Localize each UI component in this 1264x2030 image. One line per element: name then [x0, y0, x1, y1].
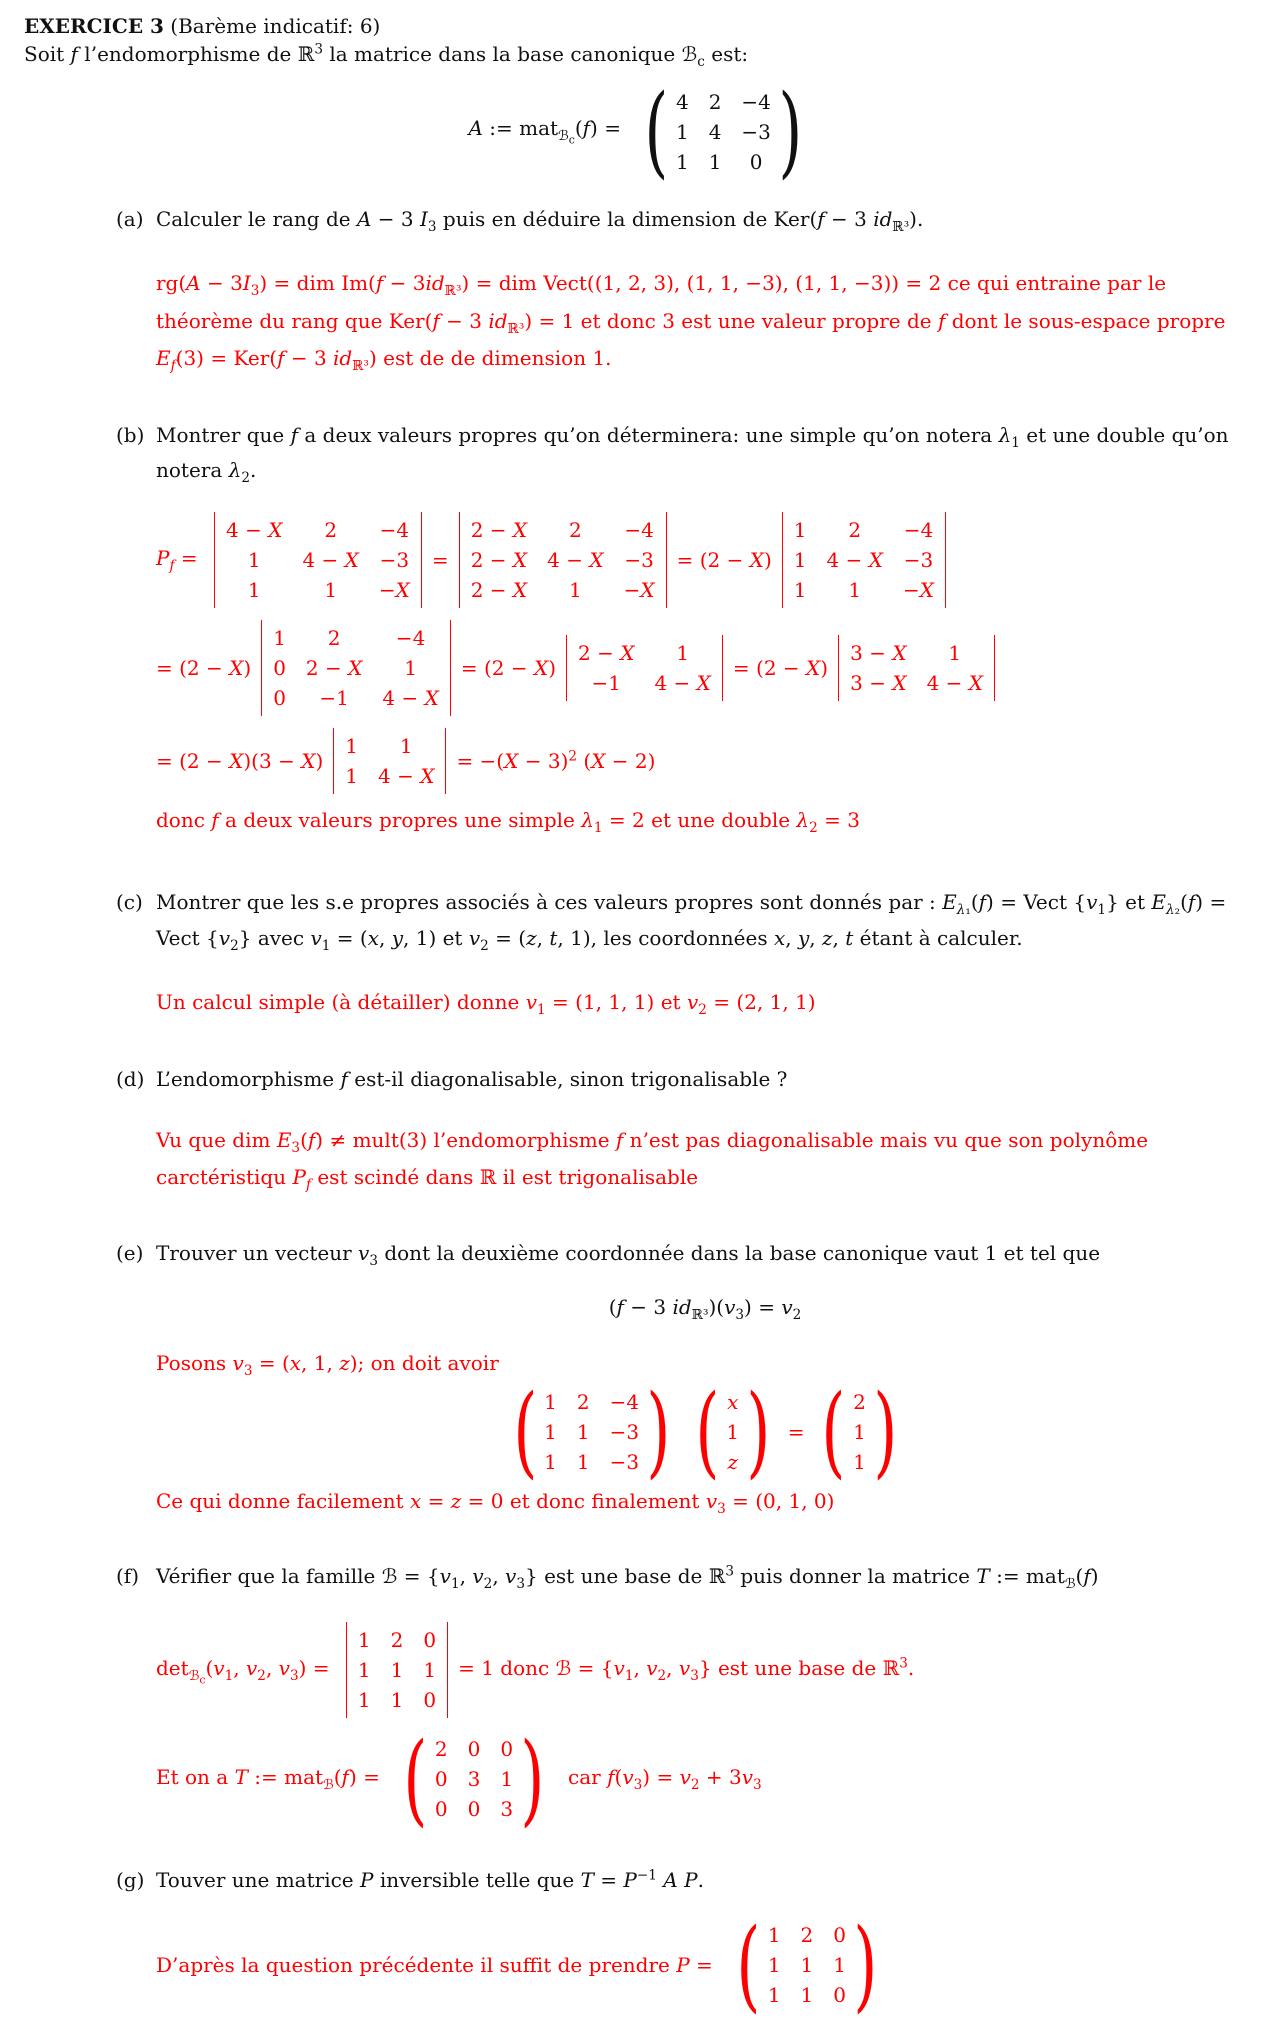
matrix-cell: −4 [379, 518, 410, 543]
matrix-cell: −X [902, 578, 934, 603]
matrix-cell: −3 [903, 548, 934, 573]
matrix-cell: 2 − X [470, 518, 528, 543]
question-list [116, 203, 1254, 2023]
matrix-cell: 1 [390, 1658, 404, 1683]
matrix-cell: −3 [741, 119, 771, 144]
matrix-cell: 0 [467, 1797, 481, 1822]
matrix-cell: −4 [741, 89, 771, 114]
item-c-statement: Montrer que les s.e propres associés à ces valeurs propres sont donnés par : $E_{\lambda_1}(f)$ = Vect $\{v_1\}$ et $E_{\lambda_2}(f)$ = Vect $\{v_2\}$ avec $v_1 = (x$, y, 1) et $v_2 = (z$, t, 1), les coordonnées x, y, z, t étant à calculer. [156, 889, 1227, 954]
matrix-cell: 1 [544, 1389, 557, 1414]
pf-derivation-line-3 [156, 728, 1254, 794]
determinant [782, 512, 946, 608]
item-e-statement: Trouver un vecteur $v_3$ dont la deuxième coordonnée dans la base canonique vaut 1 et tel que [156, 1241, 1101, 1270]
item-d-label: (d) [116, 1066, 145, 1091]
item-f [116, 1560, 1254, 1837]
matrix-cell: 0 [434, 1767, 448, 1792]
matrix-cell: 1 [345, 764, 358, 789]
equation-text: = [431, 548, 449, 573]
matrix-grid [782, 512, 946, 608]
matrix-cell: 2 [569, 518, 582, 543]
pf-derivation-line-2 [156, 620, 1254, 716]
matrix-cell: 0 [467, 1737, 481, 1762]
matrix-cell: 1 [324, 578, 338, 603]
matrix-cell: 4 − X [226, 518, 283, 543]
matrix-cell: −X [623, 578, 655, 603]
matrix-cell: 4 − X [302, 548, 359, 573]
matrix-grid [333, 728, 446, 794]
item-a [116, 203, 1254, 379]
matrix-cell: 1 [767, 1983, 781, 2008]
determinant [333, 728, 446, 794]
equation-text: = (2 − X) [156, 656, 252, 681]
matrix-cell: 1 [800, 1983, 814, 2008]
intro-sentence: Soit f l’endomorphisme de ℝ$^3$ la matrice dans la base canonique ℬ$_c$ est: [24, 41, 749, 70]
item-g-label: (g) [116, 1868, 145, 1893]
matrix-cell: 1 [675, 149, 689, 174]
matrix-cell: −3 [379, 548, 410, 573]
matrix-cell: 1 [576, 1449, 590, 1474]
matrix-cell: 1 [948, 641, 962, 666]
matrix [637, 74, 809, 190]
matrix-cell: 2 [324, 518, 338, 543]
matrix-cell: 0 [434, 1797, 448, 1822]
matrix-cell: −1 [591, 671, 621, 696]
matrix-cell: 1 [853, 1449, 866, 1474]
item-c-answer: Un calcul simple (à détailler) donne $v_1 = (1$, 1, 1) et $v_2 = (2$, 1, 1) [156, 990, 816, 1019]
matrix-grid [768, 1920, 846, 2010]
matrix-cell: 1 [833, 1953, 847, 1978]
matrix-cell: 1 [247, 548, 261, 573]
item-f-determinant-line [156, 1622, 1254, 1718]
equation-text: D’après la question précédente il suffit de prendre P = [156, 1953, 720, 1978]
left-paren: ( [512, 1374, 537, 1490]
item-b-label: (b) [116, 422, 145, 447]
equation-text: = (2 − X) [732, 656, 829, 681]
matrix-cell: 2 − X [305, 656, 363, 681]
matrix-cell: 2 [390, 1628, 404, 1653]
matrix-cell: −4 [903, 518, 934, 543]
item-d [116, 1063, 1254, 1198]
item-f-body [156, 1560, 1254, 1837]
equation-text: = $-(X - 3)^2$ (X − 2) [456, 748, 656, 774]
matrix-cell: 2 − X [578, 641, 635, 666]
matrix-cell: 2 − X [470, 548, 528, 573]
matrix-cell: 1 [848, 578, 862, 603]
matrix-cell: 0 [833, 1923, 847, 1948]
item-c-label: (c) [116, 889, 143, 914]
matrix-cell: 0 [423, 1688, 437, 1713]
matrix-cell: 1 [767, 1923, 781, 1948]
equation-text: $\det_{ℬ_c}(v_1$, $v_2$, $v_3$) = [156, 1655, 336, 1687]
item-e [116, 1237, 1254, 1520]
matrix-cell: 1 [853, 1419, 866, 1444]
matrix-cell: 4 − X [926, 671, 984, 696]
matrix-grid [676, 87, 771, 177]
matrix-cell: 1 [390, 1688, 404, 1713]
determinant [459, 512, 667, 608]
determinant [566, 635, 723, 701]
matrix-cell: 3 [500, 1797, 514, 1822]
determinant [214, 512, 422, 608]
item-a-answer: $rg(A - 3I_3)$ = dim $Im(f - 3id_{ℝ^3})$ = dim Vect((1, 2, 3), (1, 1, −3), (1, 1, −3)) = 2 ce qui entraine par le théorème du rang que Ker(f − 3 $id_{ℝ^3}) = 1$ et donc 3 est une valeur propre de f dont le sous-espace propre $E_f(3) = Ker(f - 3$ $id_{ℝ^3}$) est de de dimension 1. [156, 271, 1226, 375]
matrix-cell: 1 [247, 578, 261, 603]
left-paren: ( [403, 1721, 428, 1837]
right-paren: ) [778, 74, 803, 190]
right-paren: ) [520, 1721, 545, 1837]
matrix-cell: 4 − X [826, 548, 883, 573]
matrix-cell: 0 [500, 1737, 514, 1762]
pf-derivation-line-1 [156, 512, 1254, 608]
matrix-cell: 2 [800, 1923, 814, 1948]
exercise-title [24, 12, 1254, 40]
matrix-cell: 0 [273, 686, 286, 711]
matrix-cell: 1 [423, 1658, 437, 1683]
exercise-title-suffix: (Barème indicatif: 6) [163, 14, 381, 38]
matrix [506, 1374, 678, 1490]
item-g [116, 1864, 1254, 2023]
item-e-display-equation: (f − 3 $id_{ℝ^3})(v_3) = v_2$ [608, 1295, 802, 1324]
determinant [838, 635, 995, 701]
matrix-cell: −X [378, 578, 410, 603]
matrix-cell: −4 [609, 1389, 640, 1414]
determinant [261, 620, 451, 716]
matrix-cell: 1 [273, 626, 286, 651]
equation-text: car $f(v_3) = v_2 + 3v_3$ [561, 1765, 762, 1794]
item-g-statement: Touver une matrice P inversible telle que $T = P^{-1}$ A P. [156, 1867, 704, 1893]
item-c-body [156, 886, 1254, 1023]
matrix-cell: 1 [569, 578, 582, 603]
right-paren: ) [873, 1374, 898, 1490]
matrix-cell: 1 [793, 518, 807, 543]
item-a-statement: Calculer le rang de A − 3 $I_3$ puis en déduire la dimension de Ker(f − 3 $id_{ℝ^3}$). [156, 206, 924, 235]
exercise-title-label: EXERCICE 3 [24, 14, 164, 38]
matrix-grid [544, 1387, 639, 1477]
matrix-grid [726, 1387, 739, 1477]
matrix-cell: 2 [434, 1737, 448, 1762]
item-e-answer-end: Ce qui donne facilement x = z = 0 et donc finalement $v_3 = (0$, 1, 0) [156, 1488, 835, 1517]
matrix-cell: −1 [319, 686, 349, 711]
matrix-cell: 0 [749, 149, 763, 174]
item-e-body [156, 1237, 1254, 1520]
item-a-label: (a) [116, 206, 144, 231]
item-d-body [156, 1063, 1254, 1198]
matrix-cell: 2 [848, 518, 862, 543]
left-paren: ( [695, 1374, 720, 1490]
matrix-cell: 2 [327, 626, 341, 651]
item-f-statement: Vérifier que la famille ℬ = {$v_1$, $v_2$, $v_3$} est une base de ℝ$^3$ puis donner la matrice T := mat$_ℬ$(f) [156, 1563, 1099, 1593]
matrix-grid [566, 635, 723, 701]
equation-text: = (2 − X) [460, 656, 557, 681]
matrix-cell: 1 [675, 119, 689, 144]
matrix-cell: 1 [500, 1767, 514, 1792]
equation-text: Et on a T := mat$_ℬ$(f) = [156, 1765, 387, 1794]
matrix-cell: x [727, 1389, 739, 1414]
matrix-cell: 1 [676, 641, 690, 666]
matrix-cell: 2 [576, 1389, 590, 1414]
equation-text: = [787, 1419, 805, 1444]
matrix-cell: 1 [544, 1449, 557, 1474]
matrix-grid [459, 512, 667, 608]
matrix-cell: −3 [624, 548, 654, 573]
matrix-cell: 1 [357, 1628, 371, 1653]
matrix-cell: 3 − X [850, 641, 907, 666]
equation-text: = 1 donc ℬ = {$v_1$, $v_2$, $v_3$} est une base de ℝ$^3$. [458, 1655, 915, 1685]
left-paren: ( [736, 1907, 761, 2023]
right-paren: ) [853, 1907, 878, 2023]
matrix-cell: 0 [423, 1628, 437, 1653]
matrix-grid [853, 1387, 866, 1477]
matrix-cell: 1 [767, 1953, 781, 1978]
item-d-answer: Vu que dim $E_3(f)$ ≠ mult(3) l’endomorphisme f n’est pas diagonalisable mais vu que son polynôme carctéristiqu $P_f$ est scindé dans ℝ il est trigonalisable [156, 1127, 1149, 1194]
matrix-cell: 2 [708, 89, 722, 114]
matrix-cell: z [727, 1449, 738, 1474]
matrix-grid [214, 512, 422, 608]
item-c [116, 886, 1254, 1023]
item-b-body [156, 419, 1254, 840]
matrix-cell: 1 [576, 1419, 590, 1444]
matrix-cell: −3 [609, 1419, 640, 1444]
matrix-cell: 3 − X [850, 671, 907, 696]
item-g-answer-line [156, 1907, 1254, 2023]
left-paren: ( [644, 74, 669, 190]
matrix [688, 1374, 778, 1490]
matrix-grid [838, 635, 995, 701]
item-f-label: (f) [116, 1564, 140, 1589]
matrix-grid [261, 620, 451, 716]
characteristic-polynomial-derivation [156, 512, 1254, 840]
item-b-conclusion: donc f a deux valeurs propres une simple $\lambda_1 = 2$ et une double $\lambda_2 = 3$ [156, 808, 860, 837]
matrix-cell: 1 [357, 1688, 371, 1713]
item-e-label: (e) [116, 1241, 144, 1266]
equation-text: = (2 − X)(3 − X) [156, 749, 324, 774]
matrix-cell: 3 [467, 1767, 481, 1792]
item-d-statement: L’endomorphisme f est-il diagonalisable, sinon trigonalisable ? [156, 1066, 788, 1091]
equation-text: = (2 − X) [676, 548, 772, 573]
matrix-grid [435, 1734, 513, 1824]
item-f-T-matrix-line [156, 1721, 1254, 1837]
item-e-matrix-equation [156, 1374, 1254, 1490]
matrix-cell: 4 − X [382, 686, 439, 711]
matrix-cell: 4 [708, 119, 722, 144]
matrix-cell: 4 [675, 89, 689, 114]
item-e-answer-intro: Posons $v_3 = (x$, 1, z); on doit avoir [156, 1350, 499, 1379]
matrix-cell: 4 − X [547, 548, 604, 573]
matrix-cell: −4 [624, 518, 654, 543]
matrix [396, 1721, 551, 1837]
matrix-cell: 1 [544, 1419, 557, 1444]
equation-text: A := mat$_{ℬ_c}$(f) = [468, 116, 628, 148]
matrix-cell: 1 [793, 578, 807, 603]
matrix-cell: 1 [399, 734, 413, 759]
matrix-A-equation [24, 74, 1254, 190]
matrix-cell: 1 [404, 656, 417, 681]
matrix-cell: −3 [609, 1449, 640, 1474]
matrix [729, 1907, 884, 2023]
item-a-body [156, 203, 1254, 379]
matrix-cell: −4 [395, 626, 426, 651]
matrix [814, 1374, 904, 1490]
left-paren: ( [821, 1374, 846, 1490]
matrix-cell: 4 − X [654, 671, 711, 696]
item-g-body [156, 1864, 1254, 2023]
matrix-cell: 1 [357, 1658, 371, 1683]
determinant [346, 1622, 448, 1718]
matrix-cell: 2 [853, 1389, 866, 1414]
matrix-cell: 1 [726, 1419, 740, 1444]
matrix-cell: 2 − X [470, 578, 528, 603]
matrix-cell: 0 [833, 1983, 847, 2008]
matrix-cell: 1 [708, 149, 722, 174]
right-paren: ) [646, 1374, 671, 1490]
item-b [116, 419, 1254, 840]
matrix-cell: 1 [800, 1953, 814, 1978]
matrix-cell: 4 − X [377, 764, 435, 789]
matrix-cell: 1 [793, 548, 807, 573]
matrix-cell: 0 [273, 656, 286, 681]
equation-text: $P_f$ = [156, 546, 204, 575]
right-paren: ) [746, 1374, 771, 1490]
item-b-statement: Montrer que f a deux valeurs propres qu’on déterminera: une simple qu’on notera $\lambda_1$ et une double qu’on notera $\lambda_2$. [156, 422, 1229, 487]
matrix-grid [346, 1622, 448, 1718]
matrix-cell: 1 [345, 734, 358, 759]
